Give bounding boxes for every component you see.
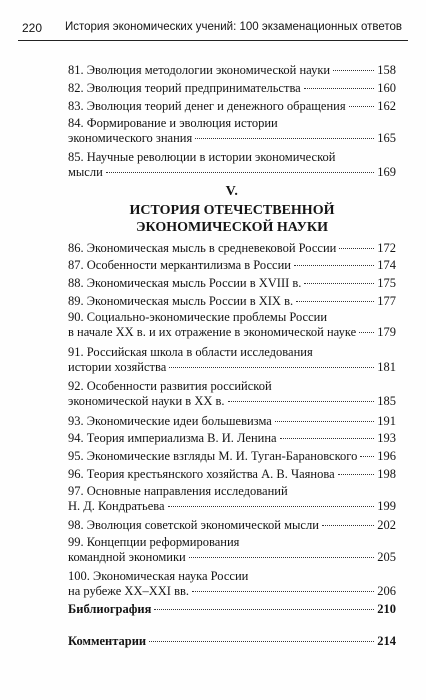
dot-leader (333, 69, 374, 71)
toc-entry-text: 95. Экономические взгляды М. И. Туган-Барановского (68, 449, 358, 463)
toc-entry (68, 294, 396, 309)
toc-page-number: 179 (377, 325, 396, 339)
toc-page-number: 172 (377, 241, 396, 255)
toc-page-number: 206 (377, 584, 396, 598)
toc-entry (68, 535, 396, 565)
toc-entry (68, 99, 396, 114)
toc-entry-text: 84. Формирование и эволюция истории (68, 116, 278, 130)
toc-entry-text: 98. Эволюция советской экономической мысли (68, 518, 319, 532)
toc-entry (68, 431, 396, 446)
toc-entry (68, 449, 396, 464)
dot-leader (189, 556, 375, 558)
dot-leader (360, 455, 374, 457)
toc-entry-text: истории хозяйства (68, 360, 167, 374)
toc-entry (68, 414, 396, 429)
dot-leader (349, 105, 375, 107)
toc-page-number: 196 (377, 449, 396, 463)
toc-entry (68, 63, 396, 78)
toc-page-number: 199 (377, 499, 396, 513)
dot-leader (154, 608, 374, 610)
dot-leader (195, 137, 374, 139)
toc-page-number: 158 (377, 63, 396, 77)
toc-page-number: 198 (377, 467, 396, 481)
toc-page-number: 181 (377, 360, 396, 374)
toc-entry-text: 87. Особенности меркантилизма в России (68, 258, 291, 272)
dot-leader (106, 171, 374, 173)
toc-entry-text: 99. Концепции реформирования (68, 535, 240, 549)
toc-entry-text: 86. Экономическая мысль в средневековой России (68, 241, 337, 255)
dot-leader (168, 505, 375, 507)
toc-page-number: 160 (377, 81, 396, 95)
toc-entry-text: на рубеже XX–XXI вв. (68, 584, 189, 598)
toc-entry-text: 97. Основные направления исследований (68, 484, 288, 498)
toc-page-number: 162 (377, 99, 396, 113)
toc-entry-text: 91. Российская школа в области исследования (68, 345, 313, 359)
toc-entry-text: 90. Социально-экономические проблемы России (68, 310, 328, 324)
dot-leader (338, 473, 375, 475)
section-number: V. (225, 184, 239, 199)
toc-entry-text: 94. Теория империализма В. И. Ленина (68, 431, 277, 445)
dot-leader (296, 300, 374, 302)
toc-page-number: 174 (377, 258, 396, 272)
running-header (18, 18, 408, 41)
toc-page-number: 177 (377, 294, 396, 308)
toc-entry-text: в начале XX в. и их отражение в экономической науке (68, 325, 357, 339)
dot-leader (339, 247, 374, 249)
toc-entry (68, 602, 396, 617)
toc-entry-text: 85. Научные революции в истории экономической (68, 150, 336, 164)
toc-entry-text: 81. Эволюция методологии экономической науки (68, 63, 331, 77)
toc-entry-text: 89. Экономическая мысль России в XIX в. (68, 294, 294, 308)
toc-entry-text: экономической науки в XX в. (68, 394, 225, 408)
toc-entry-text: Комментарии (68, 634, 147, 648)
toc-entry (68, 116, 396, 146)
toc-entry-text: Н. Д. Кондратьева (68, 499, 165, 513)
toc-entry (68, 241, 396, 256)
dot-leader (275, 420, 374, 422)
toc-page-number: 169 (377, 165, 396, 179)
toc-entry (68, 310, 396, 340)
dot-leader (169, 366, 374, 368)
dot-leader (228, 400, 375, 402)
dot-leader (359, 331, 374, 333)
toc-entry (68, 484, 396, 514)
running-title: История экономических учений: 100 экзаменационных ответов (64, 21, 402, 33)
toc-entry-text: 83. Эволюция теорий денег и денежного обращения (68, 99, 346, 113)
toc-entry-text: 82. Эволюция теорий предпринимательства (68, 81, 301, 95)
toc-page-number: 205 (377, 550, 396, 564)
toc-entry (68, 150, 396, 180)
toc-entry-text: Библиография (68, 602, 152, 616)
toc-entry-text: 92. Особенности развития российской (68, 379, 272, 393)
toc-entry-text: экономического знания (68, 131, 193, 145)
dot-leader (294, 264, 374, 266)
toc-entry-text: командной экономики (68, 550, 186, 564)
page-number: 220 (22, 21, 43, 35)
toc-page-number: 175 (377, 276, 396, 290)
toc-page-number: 214 (377, 634, 396, 648)
toc-entry (68, 258, 396, 273)
toc-entry (68, 634, 396, 649)
toc-entry-text: 88. Экономическая мысль России в XVIII в. (68, 276, 302, 290)
section-title-line-1: ИСТОРИЯ ОТЕЧЕСТВЕННОЙ (129, 203, 335, 218)
toc-page-number: 185 (377, 394, 396, 408)
toc-entry-text: 100. Экономическая наука России (68, 569, 249, 583)
toc-entry-text: мысли (68, 165, 103, 179)
toc-entry (68, 276, 396, 291)
toc-page-number: 165 (377, 131, 396, 145)
toc-page-number: 202 (377, 518, 396, 532)
toc-entry-text: 93. Экономические идеи большевизма (68, 414, 272, 428)
toc-entry (68, 345, 396, 375)
toc-entry (68, 81, 396, 96)
toc-page-number: 193 (377, 431, 396, 445)
toc-entry (68, 379, 396, 409)
toc-entry-text: 96. Теория крестьянского хозяйства А. В. Чаянова (68, 467, 335, 481)
dot-leader (304, 87, 375, 89)
dot-leader (149, 640, 374, 642)
section-title-line-2: ЭКОНОМИЧЕСКОЙ НАУКИ (136, 220, 328, 235)
section-heading (68, 184, 396, 236)
dot-leader (304, 282, 374, 284)
toc-entry (68, 518, 396, 533)
toc-entry (68, 467, 396, 482)
dot-leader (280, 437, 375, 439)
dot-leader (192, 590, 374, 592)
toc-page-number: 210 (377, 602, 396, 616)
toc-entry (68, 569, 396, 599)
dot-leader (322, 524, 374, 526)
toc-page-number: 191 (377, 414, 396, 428)
